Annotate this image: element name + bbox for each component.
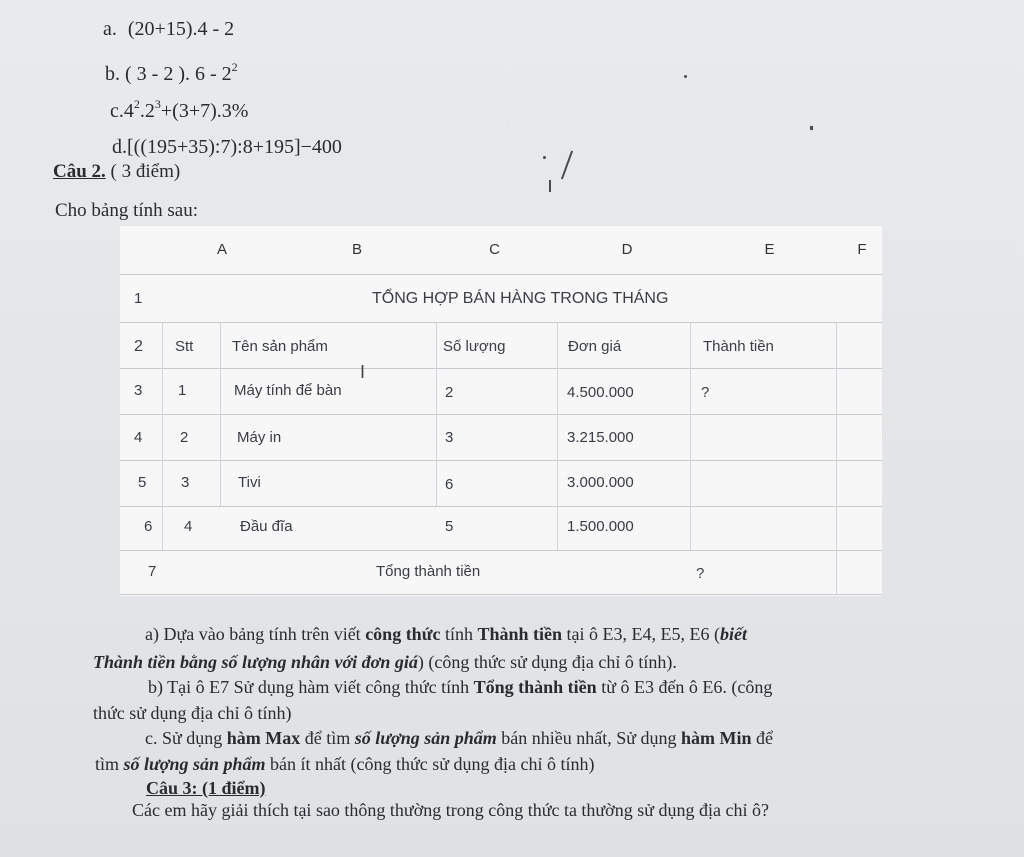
cell-product-name[interactable]: Máy in xyxy=(237,429,282,446)
part-a-line-1 xyxy=(145,624,747,645)
grid-line xyxy=(120,274,882,275)
exercise-c-prefix: c. xyxy=(110,100,124,122)
part-c-text: để tìm xyxy=(300,728,355,748)
grid-line xyxy=(557,322,558,550)
cell-total[interactable]: ? xyxy=(701,384,710,401)
exercise-a xyxy=(103,18,234,41)
part-c-text: để xyxy=(751,728,774,748)
row-number-6: 6 xyxy=(144,518,153,535)
grid-line xyxy=(436,322,437,506)
part-a-note: Thành tiền bằng số lượng nhân với đơn giá xyxy=(93,652,418,672)
cell-stt[interactable]: 2 xyxy=(180,429,189,446)
exercise-b-expression: ( 3 - 2 ). 6 - 2 xyxy=(125,63,232,85)
question-3-text: Các em hãy giải thích tại sao thông thường trong công thức ta thường sử dụng địa chỉ ô? xyxy=(132,800,769,820)
grand-total-cell[interactable]: ? xyxy=(696,565,705,582)
cell-quantity[interactable]: 6 xyxy=(445,476,454,493)
grid-line xyxy=(120,368,882,369)
grid-line xyxy=(836,322,837,594)
cell-unit-price[interactable]: 4.500.000 xyxy=(567,384,634,401)
row-number-3: 3 xyxy=(134,382,143,399)
grid-line xyxy=(120,550,882,551)
exercise-d-expression: [((195+35):7):8+195]−400 xyxy=(127,136,342,158)
grid-line xyxy=(690,322,691,550)
row-number-2: 2 xyxy=(134,338,143,355)
part-b-line-2: thức sử dụng địa chỉ ô tính) xyxy=(93,703,292,723)
row-number-7: 7 xyxy=(148,563,157,580)
question-3-title: Câu 3: (1 điểm) xyxy=(146,778,266,798)
cell-quantity[interactable]: 2 xyxy=(445,384,454,401)
part-c-bold-max: hàm Max xyxy=(226,728,301,748)
exercise-c-part3: +(3+7).3% xyxy=(160,100,249,122)
column-header-e[interactable]: E xyxy=(764,241,775,258)
part-b-text: từ ô E3 đến ô E6. (công xyxy=(596,677,773,697)
column-header-a[interactable]: A xyxy=(216,241,227,258)
question-2-points: ( 3 điểm) xyxy=(110,161,181,182)
exercise-d-prefix: d. xyxy=(112,136,127,158)
part-c-italic: số lượng sản phẩm xyxy=(354,728,497,748)
row-number-1: 1 xyxy=(134,290,143,307)
column-header-c[interactable]: C xyxy=(489,241,500,258)
part-c-line-1 xyxy=(145,728,773,749)
exercise-c-exp1: 2 xyxy=(133,97,140,111)
part-a-italic: biết xyxy=(720,624,748,644)
pen-stroke xyxy=(549,180,551,192)
part-b-text: b) Tại ô E7 Sử dụng hàm viết công thức tính xyxy=(148,677,474,697)
question-2-heading xyxy=(53,161,180,183)
grid-line xyxy=(120,460,882,461)
exercise-c-part2: .2 xyxy=(139,100,155,122)
cell-unit-price[interactable]: 3.215.000 xyxy=(567,429,634,446)
exercise-a-expression: (20+15).4 - 2 xyxy=(127,18,235,40)
exercise-d xyxy=(112,136,342,159)
cell-quantity[interactable]: 5 xyxy=(445,518,454,535)
cell-unit-price[interactable]: 3.000.000 xyxy=(567,474,634,491)
cell-product-name[interactable]: Đầu đĩa xyxy=(240,518,293,535)
column-header-f[interactable]: F xyxy=(857,241,867,258)
header-cell-product-name[interactable]: Tên sản phẩm xyxy=(232,338,328,355)
part-a-text: ) (công thức sử dụng địa chỉ ô tính). xyxy=(417,652,677,672)
exercise-a-prefix: a. xyxy=(103,18,117,40)
exercise-b xyxy=(105,60,238,86)
row-number-5: 5 xyxy=(138,474,147,491)
pen-dot xyxy=(810,126,813,130)
pen-dot xyxy=(684,75,687,78)
part-a-text: a) Dựa vào bảng tính trên viết xyxy=(145,624,366,644)
sheet-title-cell[interactable]: TỔNG HỢP BÁN HÀNG TRONG THÁNG xyxy=(372,290,669,307)
exercise-c-part1: 4 xyxy=(123,100,134,122)
part-c-italic: số lượng sản phẩm xyxy=(123,754,266,774)
pen-stroke xyxy=(561,151,573,180)
part-c-text: c. Sử dụng xyxy=(145,728,227,748)
header-cell-total[interactable]: Thành tiền xyxy=(703,338,774,355)
text-cursor-icon: I xyxy=(360,362,366,382)
question-2-title: Câu 2. xyxy=(53,161,106,182)
part-c-text: tìm xyxy=(95,754,124,774)
grid-line xyxy=(162,322,163,550)
grid-line xyxy=(120,414,882,415)
part-a-text: tính xyxy=(440,624,478,644)
part-a-bold-formula: công thức xyxy=(365,624,441,644)
cell-product-name[interactable]: Máy tính để bàn xyxy=(234,382,342,399)
question-2-intro: Cho bảng tính sau: xyxy=(55,200,199,221)
column-header-d[interactable]: D xyxy=(621,241,633,258)
row-number-4: 4 xyxy=(134,429,143,446)
part-a-line-2 xyxy=(93,652,677,673)
part-a-text: tại ô E3, E4, E5, E6 ( xyxy=(562,624,721,644)
exercise-c-exp2: 3 xyxy=(154,97,161,111)
total-label-cell[interactable]: Tổng thành tiền xyxy=(376,563,481,580)
cell-stt[interactable]: 1 xyxy=(178,382,187,399)
column-header-b[interactable]: B xyxy=(351,241,362,258)
header-cell-unit-price[interactable]: Đơn giá xyxy=(568,338,622,355)
part-c-text: bán nhiều nhất, Sử dụng xyxy=(496,728,682,748)
grid-line xyxy=(120,322,882,323)
part-b-bold-total: Tổng thành tiền xyxy=(473,677,597,697)
pen-dot xyxy=(543,156,546,159)
cell-product-name[interactable]: Tivi xyxy=(238,474,261,491)
part-c-text: bán ít nhất (công thức sử dụng địa chỉ ô tính) xyxy=(265,754,595,774)
exercise-c xyxy=(110,97,248,123)
exercise-b-prefix: b. xyxy=(105,63,120,85)
spreadsheet xyxy=(120,226,882,596)
exercise-b-exponent: 2 xyxy=(231,60,238,74)
cell-quantity[interactable]: 3 xyxy=(445,429,454,446)
part-c-bold-min: hàm Min xyxy=(681,728,752,748)
header-cell-quantity[interactable]: Số lượng xyxy=(443,338,506,355)
grid-line xyxy=(120,594,882,595)
header-cell-stt[interactable]: Stt xyxy=(175,338,194,355)
grid-line xyxy=(220,322,221,506)
part-a-bold-total: Thành tiền xyxy=(477,624,563,644)
part-b-line-1 xyxy=(148,677,772,698)
part-c-line-2 xyxy=(95,754,594,775)
cell-stt[interactable]: 4 xyxy=(184,518,193,535)
cell-stt[interactable]: 3 xyxy=(181,474,190,491)
cell-unit-price[interactable]: 1.500.000 xyxy=(567,518,634,535)
grid-line xyxy=(120,506,882,507)
